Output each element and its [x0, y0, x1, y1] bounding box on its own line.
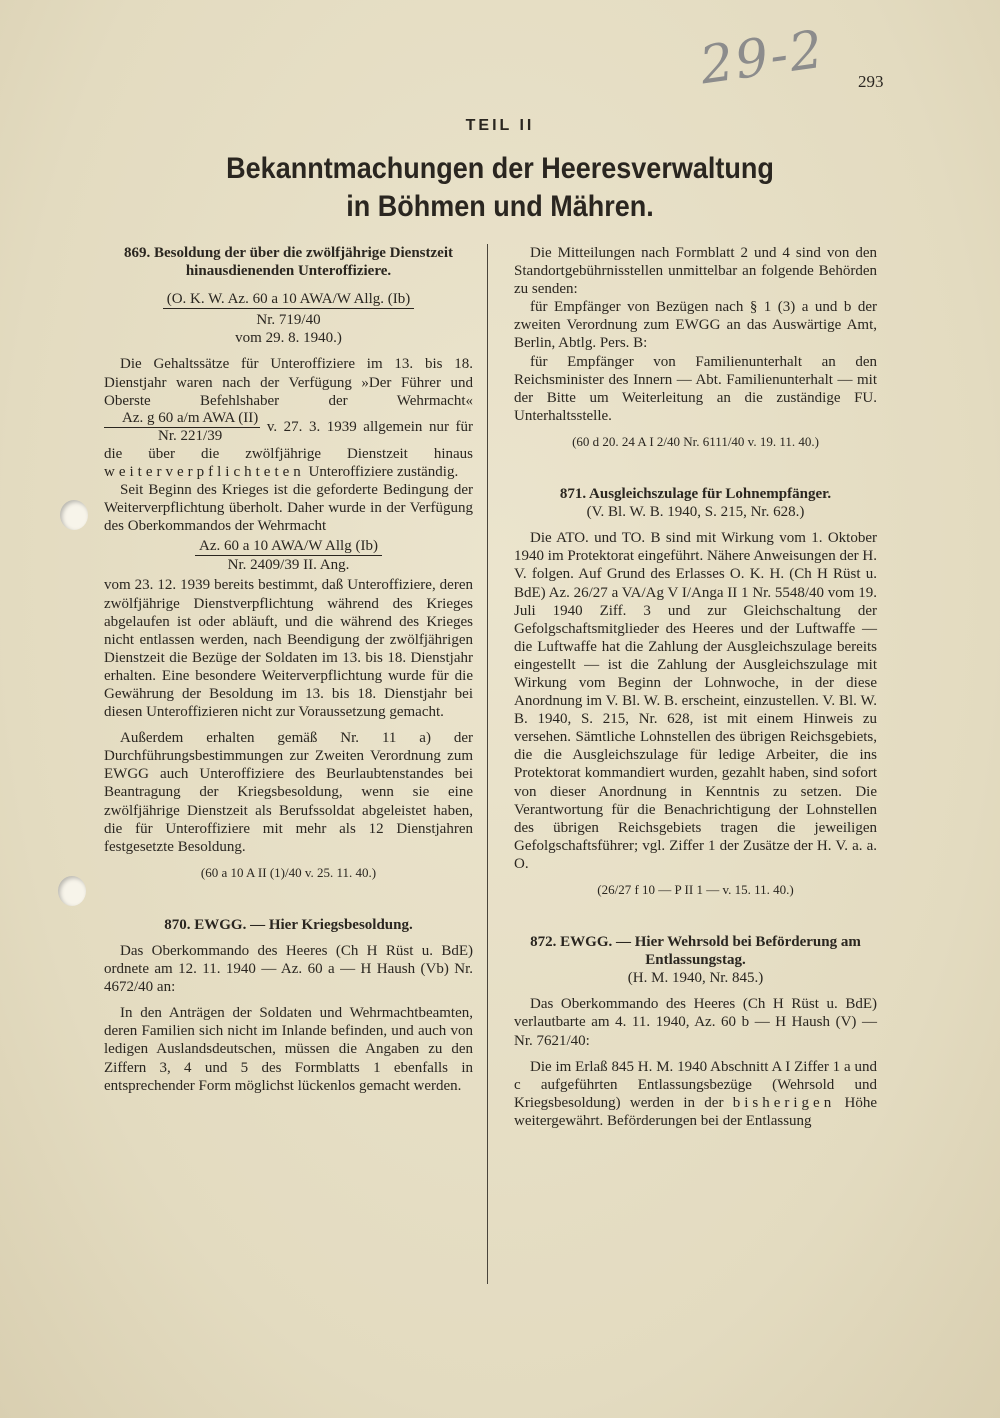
section-label: TEIL II [465, 117, 535, 134]
article-870-paragraph-2: In den Anträgen der Soldaten und Wehrmachtbeamten, deren Familien sich nicht im Inlande befinden, und auch von ledigen Auslandsdeutschen, müssen die Angaben zu den Ziffern 3, 4 und 5 des Formblatts 1 ebenfalls in entsprechender Form möglichst lückenlos gemacht werden. [104, 1005, 473, 1094]
article-869-footer-reference: (60 a 10 A II (1)/40 v. 25. 11. 40.) [200, 864, 377, 880]
block-reference-fraction [104, 537, 473, 574]
continuation-paragraph-2: für Empfänger von Bezügen nach § 1 (3) a und b der zweiten Verordnung zum EWGG an das Auswärtige Amt, Berlin, Abtlg. Pers. B: [514, 299, 877, 352]
article-872-reference: (H. M. 1940, Nr. 845.) [627, 970, 764, 987]
left-column [104, 244, 473, 1095]
article-871-footer-reference: (26/27 f 10 — P II 1 — v. 15. 11. 40.) [597, 882, 794, 897]
article-869-paragraph-2-cont: vom 23. 12. 1939 bereits bestimmt, daß Unteroffiziere, deren zwölfjährige Dienstverpflichtung während des Krieges abgelaufen ist oder abläuft, und die während des Krieges nicht entlassen werden, nach Beendigung der zwölfjährigen Dienstzeit die Bezüge der Soldaten im 13. bis 18. Dienstjahr erhalten. Eine besondere Weiterverpflichtung wurde für die Gewährung der Besoldung im 13. bis 18. Dienstjahr bei diesen Unteroffizieren nicht zur Voraussetzung gemacht. [104, 577, 473, 721]
inline-reference-fraction [104, 410, 260, 445]
paragraph-text: v. 27. 3. 1939 allgemein nur für die über die zwölfjährige Dienstzeit hinaus [104, 418, 474, 462]
paragraph-text: Höhe weitergewährt. Beförderungen bei der Entlassung [514, 1094, 877, 1129]
article-872-paragraph-2 [514, 1058, 877, 1130]
article-869-heading: 869. Besoldung der über die zwölfjährige Dienstzeit hinausdienenden Unteroffiziere. [123, 245, 453, 280]
punch-hole [58, 876, 86, 906]
title-line-2: in Böhmen und Mähren. [346, 190, 654, 223]
fraction-denominator: Nr. 2409/39 II. Ang. [227, 557, 350, 574]
fraction-numerator: Az. g 60 a/m AWA (II) [104, 410, 260, 428]
continuation-footer-reference: (60 d 20. 24 A I 2/40 Nr. 6111/40 v. 19. 11. 40.) [572, 433, 819, 449]
article-869-ref-denominator: Nr. 719/40 [256, 312, 321, 329]
continuation-paragraph-1: Die Mitteilungen nach Formblatt 2 und 4 sind von den Standortgebührnisstellen unmittelbar an folgende Behörden zu senden: [514, 245, 877, 298]
page-title [50, 150, 950, 226]
column-divider [487, 244, 488, 1284]
emphasized-text: weiterverpflichteten [104, 463, 305, 480]
fraction-denominator: Nr. 221/39 [158, 427, 223, 444]
handwritten-annotation: 29-2 [696, 19, 829, 97]
article-869-paragraph-2 [104, 481, 473, 535]
title-line-1: Bekanntmachungen der Heeresverwaltung [226, 152, 774, 185]
page-number: 293 [858, 72, 884, 91]
emphasized-text: bisherigen [732, 1094, 836, 1111]
paragraph-text: Die Gehaltssätze für Unteroffiziere im 13. bis 18. Dienstjahr waren nach der Verfügung »Der Führer und Oberste Befehlshaber der Wehrmacht« [104, 356, 473, 409]
article-869-ref-numerator: (O. K. W. Az. 60 a 10 AWA/W Allg. (Ib) [163, 290, 415, 309]
right-column [514, 244, 877, 1130]
paragraph-text: Unteroffiziere zuständig. [308, 463, 459, 480]
article-869-paragraph-3: Außerdem erhalten gemäß Nr. 11 a) der Durchführungsbestimmungen zur Zweiten Verordnung zum EWGG auch Unteroffiziere des Beurlaubtenstandes bei Beantragung der Kriegsbesoldung, wenn sie eine zwölfjährige Dienstzeit als Berufssoldat abgeleistet haben, die für Unteroffiziere mit mehr als 12 Dienstjahren festgesetzte Besoldung. [104, 730, 473, 855]
paragraph-text: Die im Erlaß 845 H. M. 1940 Abschnitt A I Ziffer 1 a und c aufgeführten Entlassungsbezüge (Wehrsold und Kriegsbesoldung) werden in der [514, 1058, 877, 1111]
fraction-numerator: Az. 60 a 10 AWA/W Allg (Ib) [195, 537, 382, 556]
article-872-heading: 872. EWGG. — Hier Wehrsold bei Beförderung am Entlassungstag. [530, 934, 861, 969]
article-871-heading: 871. Ausgleichszulage für Lohnempfänger. [559, 486, 832, 503]
article-869-ref-date: vom 29. 8. 1940.) [235, 330, 342, 347]
continuation-paragraph-3: für Empfänger von Familienunterhalt an den Reichsminister des Innern — Abt. Familienunterhalt — mit der Bitte um Weiterleitung an die zuständige FU. Unterhaltsstelle. [514, 353, 877, 424]
article-871-paragraph-1: Die ATO. und TO. B sind mit Wirkung vom 1. Oktober 1940 im Protektorat eingeführt. Nähere Anweisungen der H. V. folgen. Auf Grund des Erlasses O. K. H. (Ch H Rüst u. BdE) Az. 26/27 a VA/Ag V I/Anga II 1 Nr. 5548/40 vom 19. Juli 1940 Ziff. 3 und zur Gleichschaltung der Gefolgschaftsmitglieder des Heeres und der Luftwaffe — die Luftwaffe hat die Zahlung der Ausgleichszulage bereits eingestellt — ist die Zahlung der Ausgleichszulage mit Wirkung vom Beginn der Lohnwoche, in der diese Anordnung im V. Bl. W. B. erscheint, einzustellen. V. Bl. W. B. 1940, S. 215, Nr. 628, ist mit einem Hinweis zu versehen. Sämtliche Lohnstellen des übrigen Reichsgebiets, die die Ausgleichszulage für ledige Arbeiter, die ins Protektorat kommandiert wurden, gezahlt haben, sind sofort von dieser Anordnung in Kenntnis zu setzen. Die Verantwortung für die Benachrichtigung der Lohnstellen des übrigen Reichsgebiets tragen die jeweiligen Gefolgschaftsführer; vgl. Ziffer 1 der Zusätze der H. V. a. a. O. [514, 530, 877, 872]
article-870-heading: 870. EWGG. — Hier Kriegsbesoldung. [164, 916, 413, 933]
article-869-paragraph-1 [104, 355, 473, 480]
article-869-reference [104, 290, 473, 347]
punch-hole [60, 500, 88, 530]
paragraph-text: Seit Beginn des Krieges ist die geforderte Bedingung der Weiterverpflichtung überholt. Daher wurde in der Verfügung des Oberkommandos der Wehrmacht [104, 481, 473, 535]
article-872-paragraph-1: Das Oberkommando des Heeres (Ch H Rüst u. BdE) verlautbarte am 4. 11. 1940, Az. 60 b — H Haush (V) — Nr. 7621/40: [514, 996, 877, 1049]
article-870-paragraph-1: Das Oberkommando des Heeres (Ch H Rüst u. BdE) ordnete am 12. 11. 1940 — Az. 60 a — H Haush (Vb) Nr. 4672/40 an: [104, 943, 473, 996]
article-871-reference: (V. Bl. W. B. 1940, S. 215, Nr. 628.) [586, 504, 805, 521]
